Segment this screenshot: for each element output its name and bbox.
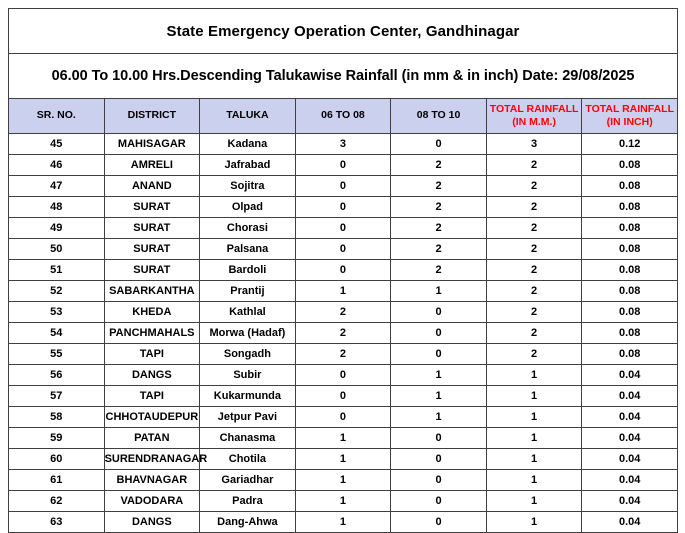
report-title-row <box>9 9 678 54</box>
cell-district: AMRELI <box>104 155 200 176</box>
cell-total-inch: 0.08 <box>582 323 678 344</box>
cell-district: KHEDA <box>104 302 200 323</box>
cell-total-mm: 2 <box>486 239 582 260</box>
cell-district: BHAVNAGAR <box>104 470 200 491</box>
cell-total-inch: 0.08 <box>582 239 678 260</box>
cell-sr-no: 56 <box>9 365 105 386</box>
cell-taluka: Jafrabad <box>200 155 296 176</box>
cell-06-to-08: 0 <box>295 407 391 428</box>
cell-district: VADODARA <box>104 491 200 512</box>
cell-taluka: Prantij <box>200 281 296 302</box>
cell-total-mm: 2 <box>486 323 582 344</box>
cell-total-mm: 1 <box>486 386 582 407</box>
cell-sr-no: 51 <box>9 260 105 281</box>
cell-total-inch: 0.04 <box>582 428 678 449</box>
cell-total-inch: 0.12 <box>582 134 678 155</box>
cell-taluka: Chorasi <box>200 218 296 239</box>
cell-sr-no: 47 <box>9 176 105 197</box>
cell-total-inch: 0.04 <box>582 470 678 491</box>
cell-district: SURAT <box>104 239 200 260</box>
cell-total-mm: 1 <box>486 491 582 512</box>
cell-taluka: Chanasma <box>200 428 296 449</box>
cell-sr-no: 61 <box>9 470 105 491</box>
table-row <box>9 344 678 365</box>
cell-06-to-08: 0 <box>295 260 391 281</box>
cell-taluka: Bardoli <box>200 260 296 281</box>
table-row <box>9 260 678 281</box>
cell-total-mm: 1 <box>486 470 582 491</box>
cell-sr-no: 52 <box>9 281 105 302</box>
cell-total-mm: 2 <box>486 197 582 218</box>
cell-district: DANGS <box>104 512 200 533</box>
cell-total-inch: 0.08 <box>582 281 678 302</box>
cell-district: SURENDRANAGAR <box>104 449 200 470</box>
table-row <box>9 365 678 386</box>
column-header-total-rainfall-mm-line1: TOTAL RAINFALL <box>489 102 579 115</box>
table-row <box>9 197 678 218</box>
cell-08-to-10: 1 <box>391 386 487 407</box>
cell-06-to-08: 1 <box>295 512 391 533</box>
report-title: State Emergency Operation Center, Gandhinagar <box>9 9 678 54</box>
cell-sr-no: 45 <box>9 134 105 155</box>
cell-06-to-08: 0 <box>295 239 391 260</box>
cell-sr-no: 54 <box>9 323 105 344</box>
cell-sr-no: 59 <box>9 428 105 449</box>
cell-district: TAPI <box>104 344 200 365</box>
cell-06-to-08: 1 <box>295 281 391 302</box>
cell-taluka: Subir <box>200 365 296 386</box>
cell-08-to-10: 0 <box>391 449 487 470</box>
report-subtitle-row <box>9 54 678 99</box>
cell-08-to-10: 2 <box>391 260 487 281</box>
cell-06-to-08: 1 <box>295 428 391 449</box>
cell-08-to-10: 2 <box>391 218 487 239</box>
column-header-taluka: TALUKA <box>200 99 296 134</box>
cell-06-to-08: 2 <box>295 302 391 323</box>
cell-total-inch: 0.04 <box>582 512 678 533</box>
cell-district: CHHOTAUDEPUR <box>104 407 200 428</box>
cell-district: ANAND <box>104 176 200 197</box>
cell-06-to-08: 0 <box>295 176 391 197</box>
cell-sr-no: 46 <box>9 155 105 176</box>
cell-06-to-08: 0 <box>295 218 391 239</box>
cell-total-inch: 0.08 <box>582 344 678 365</box>
cell-total-mm: 2 <box>486 176 582 197</box>
table-row <box>9 407 678 428</box>
cell-taluka: Olpad <box>200 197 296 218</box>
cell-total-mm: 1 <box>486 428 582 449</box>
cell-total-inch: 0.04 <box>582 449 678 470</box>
cell-district: DANGS <box>104 365 200 386</box>
cell-sr-no: 50 <box>9 239 105 260</box>
cell-total-mm: 2 <box>486 260 582 281</box>
table-row <box>9 386 678 407</box>
cell-total-mm: 1 <box>486 407 582 428</box>
column-header-sr-no: SR. NO. <box>9 99 105 134</box>
cell-district: SABARKANTHA <box>104 281 200 302</box>
cell-06-to-08: 3 <box>295 134 391 155</box>
table-body <box>9 9 678 533</box>
table-row <box>9 449 678 470</box>
cell-total-mm: 1 <box>486 365 582 386</box>
cell-total-inch: 0.08 <box>582 197 678 218</box>
cell-total-mm: 3 <box>486 134 582 155</box>
cell-taluka: Kathlal <box>200 302 296 323</box>
cell-total-inch: 0.08 <box>582 218 678 239</box>
cell-08-to-10: 0 <box>391 323 487 344</box>
cell-taluka: Chotila <box>200 449 296 470</box>
cell-06-to-08: 2 <box>295 323 391 344</box>
cell-08-to-10: 2 <box>391 197 487 218</box>
report-subtitle: 06.00 To 10.00 Hrs.Descending Talukawise Rainfall (in mm & in inch) Date: 29/08/2025 <box>9 54 678 99</box>
cell-district: PANCHMAHALS <box>104 323 200 344</box>
column-header-08-to-10: 08 TO 10 <box>391 99 487 134</box>
table-row <box>9 302 678 323</box>
cell-08-to-10: 2 <box>391 239 487 260</box>
cell-06-to-08: 0 <box>295 386 391 407</box>
column-header-06-to-08: 06 TO 08 <box>295 99 391 134</box>
cell-06-to-08: 0 <box>295 197 391 218</box>
cell-06-to-08: 0 <box>295 365 391 386</box>
cell-08-to-10: 0 <box>391 344 487 365</box>
cell-08-to-10: 0 <box>391 302 487 323</box>
cell-total-mm: 2 <box>486 218 582 239</box>
table-row <box>9 176 678 197</box>
cell-08-to-10: 0 <box>391 491 487 512</box>
cell-taluka: Songadh <box>200 344 296 365</box>
cell-sr-no: 63 <box>9 512 105 533</box>
table-row <box>9 155 678 176</box>
cell-08-to-10: 0 <box>391 134 487 155</box>
cell-sr-no: 57 <box>9 386 105 407</box>
cell-08-to-10: 1 <box>391 407 487 428</box>
cell-08-to-10: 0 <box>391 512 487 533</box>
cell-taluka: Sojitra <box>200 176 296 197</box>
cell-total-mm: 1 <box>486 449 582 470</box>
cell-total-inch: 0.04 <box>582 365 678 386</box>
column-header-district: DISTRICT <box>104 99 200 134</box>
cell-08-to-10: 2 <box>391 176 487 197</box>
cell-sr-no: 48 <box>9 197 105 218</box>
cell-06-to-08: 1 <box>295 491 391 512</box>
cell-taluka: Kadana <box>200 134 296 155</box>
cell-total-mm: 2 <box>486 344 582 365</box>
column-header-total-rainfall-mm <box>486 99 582 134</box>
cell-08-to-10: 1 <box>391 365 487 386</box>
column-header-total-rainfall-inch-line2: (IN INCH) <box>606 116 653 128</box>
cell-district: SURAT <box>104 197 200 218</box>
cell-sr-no: 60 <box>9 449 105 470</box>
cell-total-inch: 0.04 <box>582 386 678 407</box>
table-row <box>9 281 678 302</box>
cell-total-inch: 0.08 <box>582 155 678 176</box>
cell-total-inch: 0.04 <box>582 407 678 428</box>
cell-total-mm: 1 <box>486 512 582 533</box>
cell-total-inch: 0.08 <box>582 176 678 197</box>
cell-total-mm: 2 <box>486 302 582 323</box>
cell-taluka: Kukarmunda <box>200 386 296 407</box>
cell-district: TAPI <box>104 386 200 407</box>
cell-08-to-10: 1 <box>391 281 487 302</box>
cell-06-to-08: 1 <box>295 449 391 470</box>
cell-08-to-10: 2 <box>391 155 487 176</box>
table-row <box>9 218 678 239</box>
cell-sr-no: 53 <box>9 302 105 323</box>
cell-total-inch: 0.04 <box>582 491 678 512</box>
column-header-total-rainfall-mm-line2: (IN M.M.) <box>512 116 556 128</box>
cell-taluka: Gariadhar <box>200 470 296 491</box>
table-row <box>9 239 678 260</box>
cell-08-to-10: 0 <box>391 470 487 491</box>
cell-sr-no: 62 <box>9 491 105 512</box>
table-row <box>9 512 678 533</box>
cell-06-to-08: 0 <box>295 155 391 176</box>
cell-08-to-10: 0 <box>391 428 487 449</box>
cell-total-mm: 2 <box>486 155 582 176</box>
cell-sr-no: 49 <box>9 218 105 239</box>
cell-sr-no: 58 <box>9 407 105 428</box>
cell-total-mm: 2 <box>486 281 582 302</box>
column-header-total-rainfall-inch <box>582 99 678 134</box>
cell-taluka: Morwa (Hadaf) <box>200 323 296 344</box>
cell-sr-no: 55 <box>9 344 105 365</box>
cell-total-inch: 0.08 <box>582 302 678 323</box>
cell-taluka: Dang-Ahwa <box>200 512 296 533</box>
table-row <box>9 323 678 344</box>
table-row <box>9 491 678 512</box>
cell-district: PATAN <box>104 428 200 449</box>
cell-taluka: Palsana <box>200 239 296 260</box>
report-sheet <box>8 8 678 533</box>
table-header-row <box>9 99 678 134</box>
cell-district: SURAT <box>104 260 200 281</box>
cell-taluka: Jetpur Pavi <box>200 407 296 428</box>
rainfall-report-table <box>8 8 678 533</box>
cell-06-to-08: 1 <box>295 470 391 491</box>
table-row <box>9 134 678 155</box>
table-row <box>9 470 678 491</box>
cell-total-inch: 0.08 <box>582 260 678 281</box>
column-header-total-rainfall-inch-line1: TOTAL RAINFALL <box>585 102 675 115</box>
table-row <box>9 428 678 449</box>
cell-06-to-08: 2 <box>295 344 391 365</box>
cell-district: SURAT <box>104 218 200 239</box>
cell-taluka: Padra <box>200 491 296 512</box>
cell-district: MAHISAGAR <box>104 134 200 155</box>
